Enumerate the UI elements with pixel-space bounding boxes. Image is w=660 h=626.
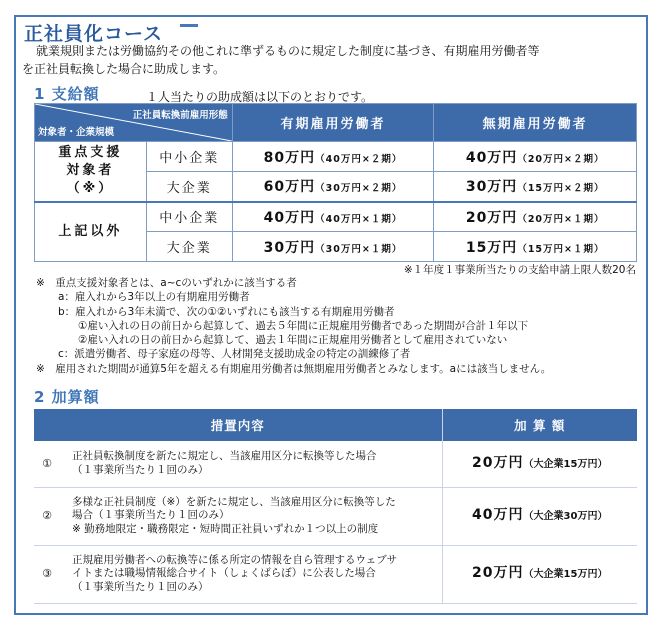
amount-cell — [232, 202, 434, 232]
note-line: c：派遣労働者、母子家庭の母等、人材開発支援助成金の特定の訓練修了者 — [58, 348, 411, 361]
cap-note: ※１年度１事業所当たりの支給申請上限人数20名 — [403, 264, 636, 276]
course-title: 正社員化コース — [22, 19, 169, 46]
section2-heading: 2 加算額 — [34, 388, 100, 406]
company-size: 中小企業 — [146, 202, 232, 232]
note-line: b：雇入れから3年未満で、次の①②いずれにも該当する有期雇用労働者 — [58, 305, 395, 318]
amount-detail: （40万円×１期） — [315, 213, 403, 225]
section1-heading: 1 支給額 — [34, 85, 100, 103]
col-header-measure: 措置内容 — [34, 409, 442, 441]
note-line: ※ 雇用された期間が通算5年を超える有期雇用労働者は無期雇用労働者とみなします。aには該当しません。 — [36, 362, 552, 375]
desc-line: 正社員転換制度を新たに規定し、当該雇用区分に転換等した場合 — [72, 450, 377, 463]
desc-line: ※ 勤務地限定・職務限定・短時間正社員いずれか１つ以上の制度 — [72, 522, 379, 535]
intro-line-2: を正社員転換した場合に助成します。 — [22, 62, 226, 76]
desc-line: （１事業所当たり１回のみ） — [72, 463, 209, 476]
amount-detail: （40万円×２期） — [315, 153, 403, 165]
bonus-detail: （大企業30万円） — [523, 510, 608, 522]
amount-cell — [434, 232, 637, 262]
desc-line: 場合（１事業所当たり１回のみ） — [72, 509, 230, 522]
col-header-bonus: 加 算 額 — [442, 409, 637, 441]
bonus-value: 20万円 — [472, 564, 524, 581]
amount-table — [34, 103, 637, 262]
desc-line: イトまたは職場情報総合サイト（しょくばらぼ）に公表した場合 — [72, 567, 376, 580]
desc-line: 多様な正社員制度（※）を新たに規定し、当該雇用区分に転換等した — [72, 495, 396, 508]
amount-cell — [434, 202, 637, 232]
note-line: a：雇入れから3年以上の有期雇用労働者 — [58, 291, 250, 304]
bonus-amount — [442, 545, 637, 603]
bonus-table — [34, 409, 637, 604]
row-number: ① — [34, 441, 60, 487]
amount-cell — [434, 142, 637, 172]
bonus-amount — [442, 487, 637, 545]
amount-cell — [232, 142, 434, 172]
group-priority-line1: 重点支援 — [58, 145, 123, 161]
company-size: 中小企業 — [146, 142, 232, 172]
bonus-value: 40万円 — [472, 506, 524, 523]
measure-description — [60, 545, 442, 603]
diag-header-top: 正社員転換前雇用形態 — [132, 110, 228, 121]
amount-value: 40万円 — [465, 149, 518, 166]
note-line: ※ 重点支援対象者とは、a~cのいずれかに該当する者 — [36, 277, 297, 289]
diagonal-header-cell — [35, 104, 233, 142]
bonus-amount — [442, 441, 637, 487]
note-line: ①雇い入れの日の前日から起算して、過去５年間に正規雇用労働者であった期間が合計１年以下 — [78, 319, 529, 332]
measure-description — [60, 487, 442, 545]
intro-line-1: 就業規則または労働協約その他これに準ずるものに規定した制度に基づき、有期雇用労働者等 — [36, 44, 540, 58]
amount-cell — [232, 172, 434, 202]
amount-detail: （15万円×２期） — [517, 183, 605, 195]
title-decoration — [180, 24, 198, 27]
amount-value: 30万円 — [263, 239, 316, 256]
desc-line: 正規雇用労働者への転換等に係る所定の情報を自ら管理するウェブサ — [72, 553, 398, 566]
amount-value: 15万円 — [465, 239, 518, 256]
amount-cell — [232, 232, 434, 262]
row-number: ② — [34, 487, 60, 545]
section1-note: １人当たりの助成額は以下のとおりです。 — [146, 90, 374, 104]
amount-detail: （30万円×２期） — [315, 183, 403, 195]
amount-detail: （20万円×２期） — [517, 153, 605, 165]
amount-value: 80万円 — [263, 149, 316, 166]
diag-header-bottom: 対象者・企業規模 — [38, 127, 115, 138]
bonus-value: 20万円 — [472, 454, 524, 471]
measure-description — [60, 441, 442, 487]
company-size: 大企業 — [146, 232, 232, 262]
note-line: ②雇い入れの日の前日から起算して、過去１年間に正規雇用労働者として雇用されていない — [78, 334, 508, 347]
col-header-indefinite: 無期雇用労働者 — [434, 104, 637, 142]
amount-value: 30万円 — [465, 179, 518, 196]
amount-cell — [434, 172, 637, 202]
amount-value: 60万円 — [263, 179, 316, 196]
amount-value: 20万円 — [465, 209, 518, 226]
amount-detail: （20万円×１期） — [517, 213, 605, 225]
row-number: ③ — [34, 545, 60, 603]
group-priority-line3: （※） — [66, 181, 115, 197]
company-size: 大企業 — [146, 172, 232, 202]
bonus-detail: （大企業15万円） — [523, 568, 608, 580]
group-other: 上記以外 — [35, 202, 147, 262]
bonus-detail: （大企業15万円） — [523, 458, 608, 470]
intro-text — [22, 42, 636, 78]
amount-detail: （30万円×１期） — [315, 243, 403, 255]
amount-detail: （15万円×１期） — [517, 243, 605, 255]
group-priority-line2: 対象者 — [66, 163, 115, 179]
group-priority — [35, 142, 147, 202]
amount-value: 40万円 — [263, 209, 316, 226]
notes-block — [36, 276, 551, 376]
col-header-fixed-term: 有期雇用労働者 — [232, 104, 434, 142]
desc-line: （１事業所当たり１回のみ） — [72, 580, 209, 593]
